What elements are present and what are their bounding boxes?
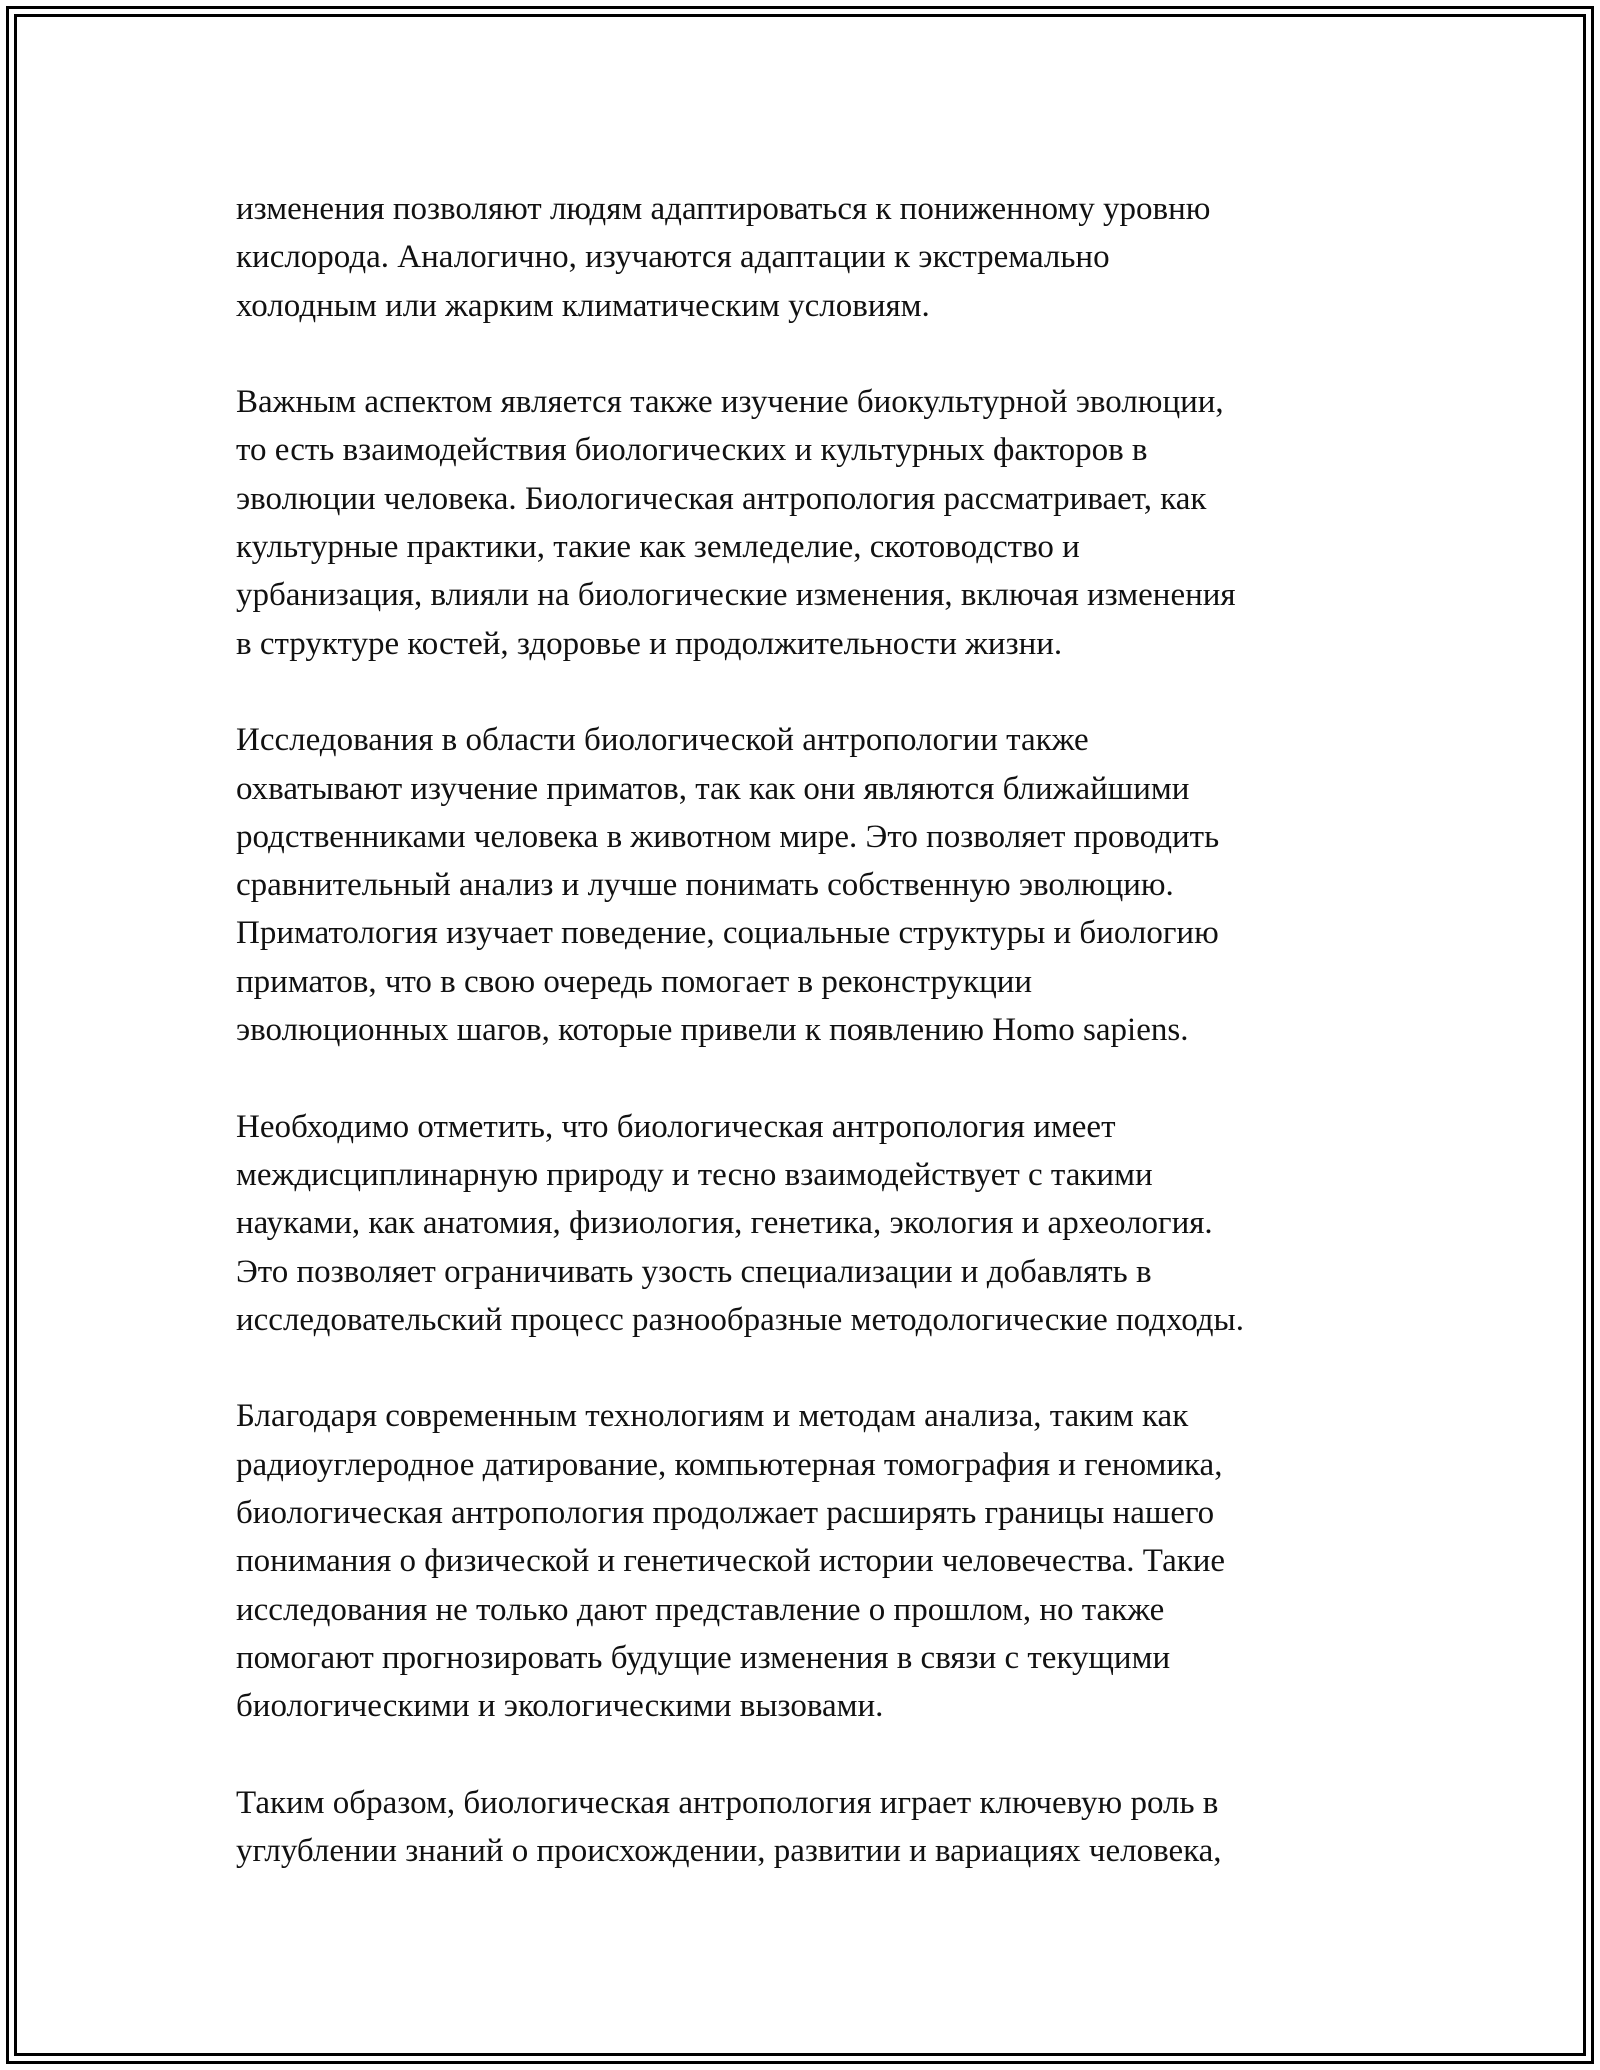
text-line: то есть взаимодействия биологических и культурных факторов в [236, 432, 1148, 469]
text-line: Таким образом, биологическая антропология играет ключевую роль в [236, 1784, 1219, 1821]
text-line: культурные практики, такие как земледелие, скотоводство и [236, 529, 1080, 566]
text-line: родственниками человека в животном мире. Это позволяет проводить [236, 818, 1220, 855]
text-line: радиоуглеродное датирование, компьютерная томография и геномика, [236, 1446, 1223, 1483]
text-line: понимания о физической и генетической истории человечества. Такие [236, 1543, 1226, 1580]
text-line: Исследования в области биологической антропологии также [236, 722, 1089, 759]
text-line: исследования не только дают представление о прошлом, но также [236, 1591, 1165, 1628]
text-line: биологическая антропология продолжает расширять границы нашего [236, 1495, 1215, 1532]
text-line: урбанизация, влияли на биологические изменения, включая изменения [236, 577, 1236, 614]
text-line: холодным или жарким климатическим условиям. [236, 287, 930, 324]
text-line: эволюции человека. Биологическая антропология рассматривает, как [236, 480, 1207, 517]
text-line: кислорода. Аналогично, изучаются адаптации к экстремально [236, 239, 1110, 276]
text-line: Важным аспектом является также изучение биокультурной эволюции, [236, 384, 1224, 421]
text-line: приматов, что в свою очередь помогает в реконструкции [236, 963, 1033, 1000]
text-line: Это позволяет ограничивать узость специализации и добавлять в [236, 1253, 1152, 1290]
paragraph-4 [236, 1103, 1376, 1344]
text-line: эволюционных шагов, которые привели к появлению Homo sapiens. [236, 1012, 1189, 1049]
text-line: Благодаря современным технологиям и методам анализа, таким как [236, 1398, 1189, 1435]
document-body [236, 185, 1376, 1924]
text-line: в структуре костей, здоровье и продолжительности жизни. [236, 625, 1063, 662]
paragraph-2 [236, 378, 1376, 668]
text-line: углублении знаний о происхождении, развитии и вариациях человека, [236, 1833, 1222, 1870]
text-line: науками, как анатомия, физиология, генетика, экология и археология. [236, 1205, 1213, 1242]
text-line: изменения позволяют людям адаптироваться к пониженному уровню [236, 191, 1211, 227]
paragraph-1 [236, 185, 1376, 330]
paragraph-6 [236, 1779, 1376, 1876]
text-line: помогают прогнозировать будущие изменения в связи с текущими [236, 1639, 1171, 1676]
text-line: исследовательский процесс разнообразные методологические подходы. [236, 1301, 1244, 1338]
paragraph-3 [236, 716, 1376, 1054]
text-line: биологическими и экологическими вызовами. [236, 1688, 884, 1725]
text-line: охватывают изучение приматов, так как они являются ближайшими [236, 770, 1190, 807]
text-line: Необходимо отметить, что биологическая антропология имеет [236, 1108, 1116, 1145]
text-line: сравнительный анализ и лучше понимать собственную эволюцию. [236, 867, 1174, 904]
paragraph-5 [236, 1392, 1376, 1730]
text-line: Приматология изучает поведение, социальные структуры и биологию [236, 915, 1219, 952]
text-line: междисциплинарную природу и тесно взаимодействует с такими [236, 1156, 1153, 1193]
